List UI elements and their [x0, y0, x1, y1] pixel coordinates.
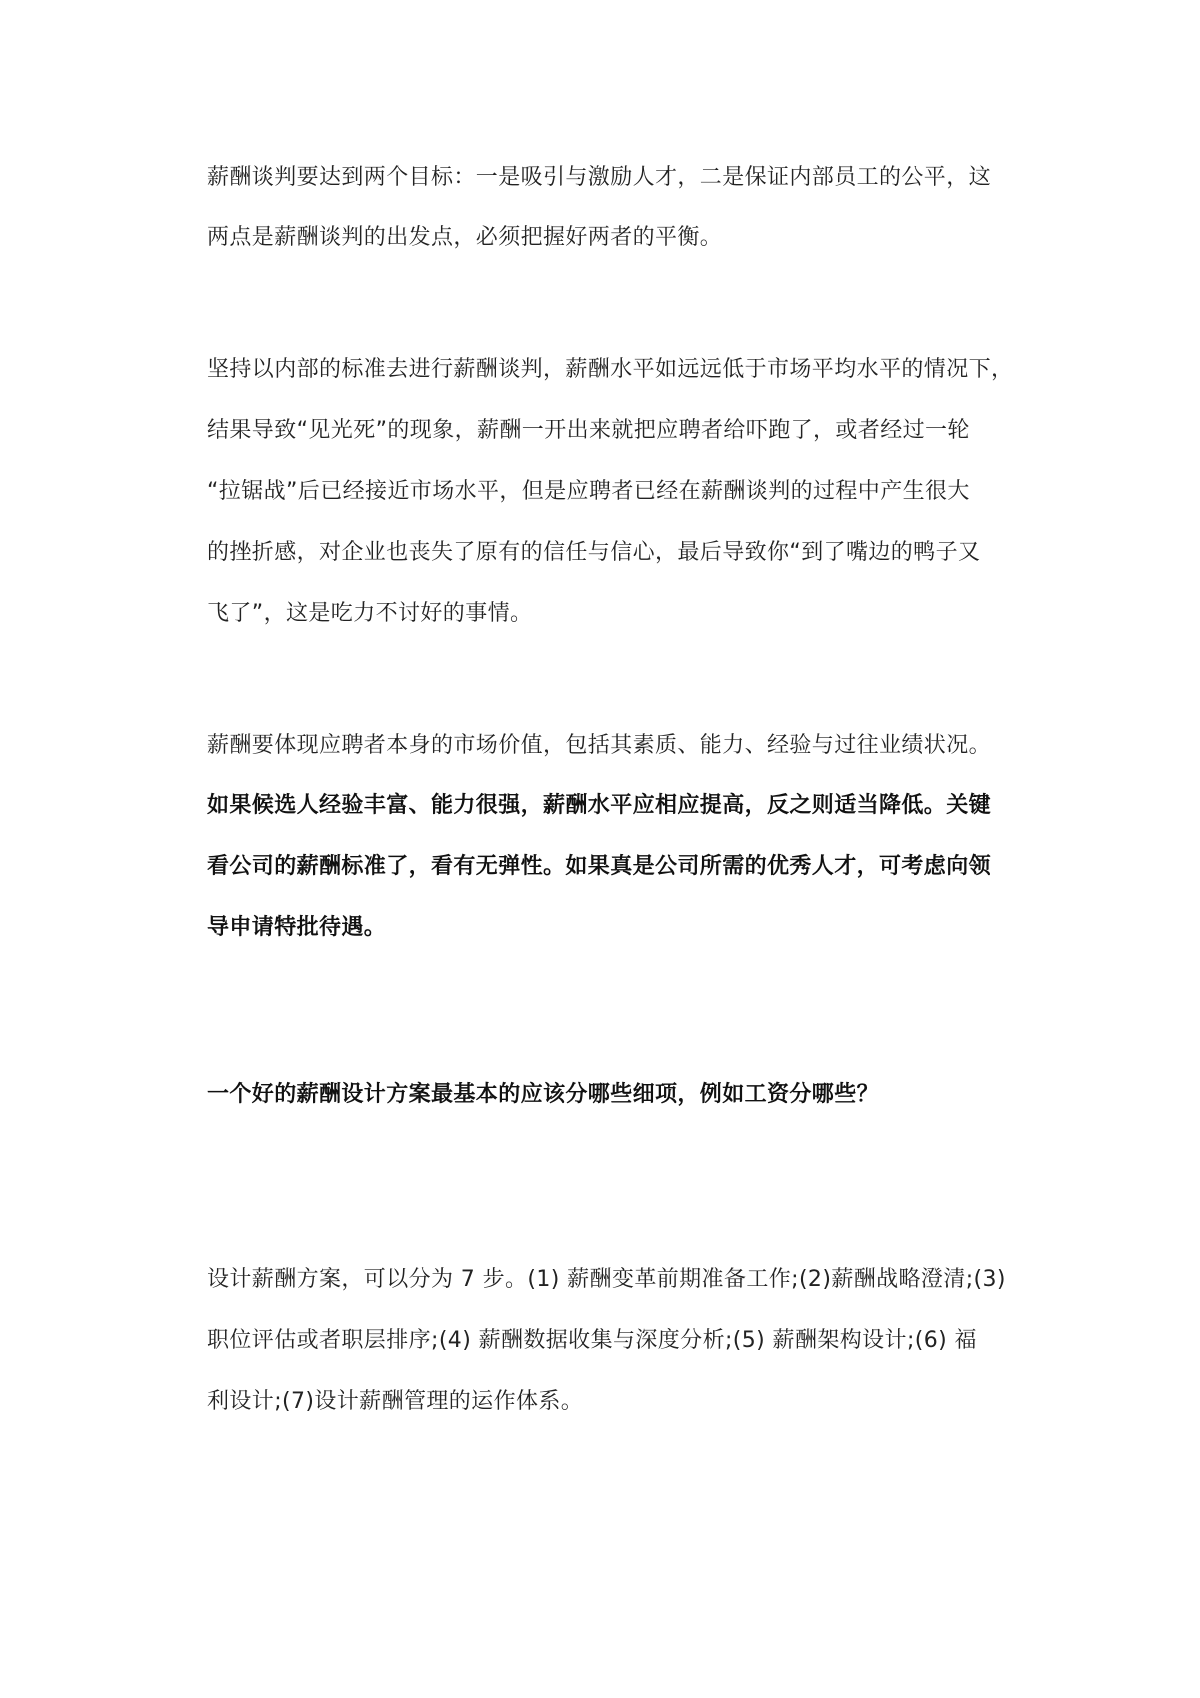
paragraph-3-line-1: 薪酬要体现应聘者本身的市场价值，包括其素质、能力、经验与过往业绩状况。 — [207, 733, 992, 758]
paragraph-3-line-3: 看公司的薪酬标准了，看有无弹性。如果真是公司所需的优秀人才，可考虑向领 — [207, 854, 992, 879]
paragraph-1-line-2: 两点是薪酬谈判的出发点，必须把握好两者的平衡。 — [207, 225, 723, 250]
paragraph-2-line-3: “拉锯战”后已经接近市场水平，但是应聘者已经在薪酬谈判的过程中产生很大 — [207, 479, 970, 504]
paragraph-2-line-5: 飞了”，这是吃力不讨好的事情。 — [207, 601, 533, 626]
paragraph-3-line-2: 如果候选人经验丰富、能力很强，薪酬水平应相应提高，反之则适当降低。关键 — [207, 793, 992, 818]
paragraph-4-line-2: 职位评估或者职层排序;(4) 薪酬数据收集与深度分析;(5) 薪酬架构设计;(6) 福 — [207, 1328, 977, 1353]
paragraph-2-line-2: 结果导致“见光死”的现象，薪酬一开出来就把应聘者给吓跑了，或者经过一轮 — [207, 418, 970, 443]
paragraph-4-line-3: 利设计;(7)设计薪酬管理的运作体系。 — [207, 1389, 584, 1414]
question-heading: 一个好的薪酬设计方案最基本的应该分哪些细项，例如工资分哪些？ — [207, 1082, 880, 1107]
paragraph-1-line-1: 薪酬谈判要达到两个目标：一是吸引与激励人才，二是保证内部员工的公平，这 — [207, 165, 992, 190]
paragraph-3-line-4: 导申请特批待遇。 — [207, 915, 387, 940]
paragraph-4-line-1: 设计薪酬方案，可以分为 7 步。(1) 薪酬变革前期准备工作;(2)薪酬战略澄清;(3) — [207, 1267, 1006, 1292]
paragraph-2-line-1: 坚持以内部的标准去进行薪酬谈判，薪酬水平如远远低于市场平均水平的情况下， — [207, 357, 1014, 382]
paragraph-2-line-4: 的挫折感，对企业也丧失了原有的信任与信心，最后导致你“到了嘴边的鸭子又 — [207, 540, 981, 565]
